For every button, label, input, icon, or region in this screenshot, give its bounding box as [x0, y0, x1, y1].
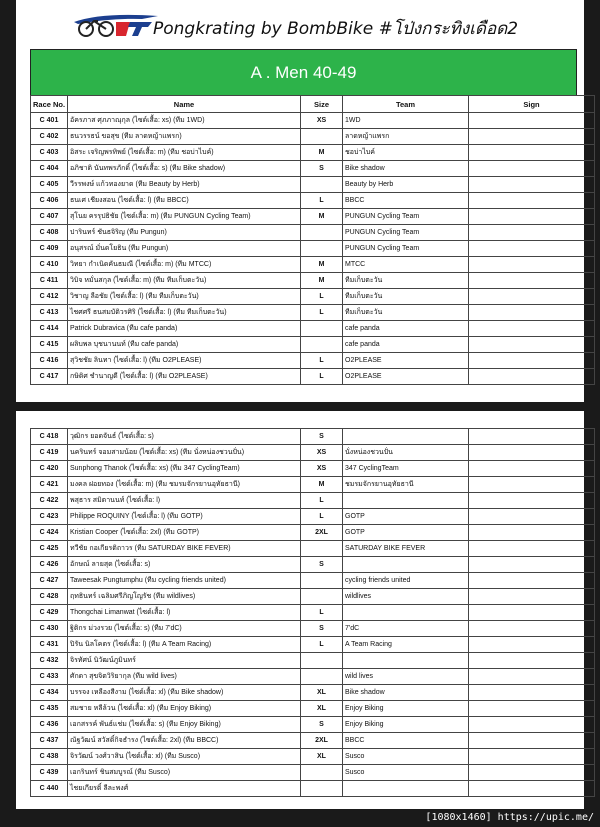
col-sign: Sign: [469, 96, 595, 113]
race-no-cell: C 404: [31, 161, 68, 177]
table-row: [31, 145, 595, 161]
size-cell: XL: [301, 749, 343, 765]
race-no-cell: C 436: [31, 717, 68, 733]
sign-cell: [469, 177, 595, 193]
race-no-cell: C 406: [31, 193, 68, 209]
sign-cell: [469, 353, 595, 369]
name-cell: ผลิบพล บุชนานนท์ (ทีม cafe panda): [68, 337, 301, 353]
team-cell: [343, 429, 469, 445]
size-cell: M: [301, 209, 343, 225]
size-cell: M: [301, 257, 343, 273]
table-row: [31, 637, 595, 653]
sign-cell: [469, 289, 595, 305]
name-cell: วิบิจ หมั่นสกุล (ไซด์เสื้อ: m) (ทีม ทีมเก็บตะวัน): [68, 273, 301, 289]
sign-cell: [469, 193, 595, 209]
sign-cell: [469, 145, 595, 161]
name-cell: ศักดา สุขจิตวิริยากุล (ทีม wild lives): [68, 669, 301, 685]
sign-cell: [469, 241, 595, 257]
size-cell: [301, 177, 343, 193]
table-row: [31, 525, 595, 541]
size-cell: [301, 337, 343, 353]
team-cell: Susco: [343, 765, 469, 781]
team-cell: O2PLEASE: [343, 369, 469, 385]
team-cell: [343, 493, 469, 509]
size-cell: XS: [301, 461, 343, 477]
team-cell: ทีมเก็บตะวัน: [343, 305, 469, 321]
team-cell: cafe panda: [343, 321, 469, 337]
race-no-cell: C 429: [31, 605, 68, 621]
table-row: [31, 241, 595, 257]
sign-cell: [469, 113, 595, 129]
name-cell: Taweesak Pungtumphu (ทีม cycling friends united): [68, 573, 301, 589]
size-cell: [301, 541, 343, 557]
team-cell: GOTP: [343, 525, 469, 541]
sign-cell: [469, 445, 595, 461]
team-cell: Beauty by Herb: [343, 177, 469, 193]
team-cell: ทีมเก็บตะวัน: [343, 289, 469, 305]
race-no-cell: C 428: [31, 589, 68, 605]
size-cell: [301, 653, 343, 669]
col-team: Team: [343, 96, 469, 113]
name-cell: บรรจง เหลืองสีงาม (ไซด์เสื้อ: xl) (ทีม Bike shadow): [68, 685, 301, 701]
size-cell: M: [301, 477, 343, 493]
sign-cell: [469, 749, 595, 765]
sign-cell: [469, 305, 595, 321]
sign-cell: [469, 161, 595, 177]
name-cell: วิทยา กำเนิดคันธมณี (ไซด์เสื้อ: m) (ทีม MTCC): [68, 257, 301, 273]
name-cell: วิชาญ ลือชัย (ไซด์เสื้อ: l) (ทีม ทีมเก็บตะวัน): [68, 289, 301, 305]
race-no-cell: C 421: [31, 477, 68, 493]
table-row: [31, 541, 595, 557]
name-cell: ปิรัน นิลโคตร (ไซด์เสื้อ: l) (ทีม A Team Racing): [68, 637, 301, 653]
name-cell: เอกรินทร์ ชินสมบูรณ์ (ทีม Susco): [68, 765, 301, 781]
table-row: [31, 493, 595, 509]
name-cell: ฤทธินทร์ เฉลิมศรีภิญโญรัช (ทีม wildlives): [68, 589, 301, 605]
sign-cell: [469, 653, 595, 669]
table-row: [31, 289, 595, 305]
size-cell: L: [301, 193, 343, 209]
table-row: [31, 177, 595, 193]
size-cell: L: [301, 369, 343, 385]
race-no-cell: C 414: [31, 321, 68, 337]
size-cell: [301, 765, 343, 781]
size-cell: XS: [301, 113, 343, 129]
size-cell: L: [301, 353, 343, 369]
team-cell: A Team Racing: [343, 637, 469, 653]
team-cell: ชมรมจักรยานอุทัยธานี: [343, 477, 469, 493]
size-cell: XS: [301, 445, 343, 461]
name-cell: นครินทร์ จอมสามน้อย (ไซด์เสื้อ: xs) (ทีม นั่งหน่องชวนปั่น): [68, 445, 301, 461]
race-no-cell: C 412: [31, 289, 68, 305]
name-cell: อักษณ์ ลายสุด (ไซด์เสื้อ: s): [68, 557, 301, 573]
size-cell: [301, 669, 343, 685]
name-cell: อัครภาส ศุภภาณุกุล (ไซด์เสื้อ: xs) (ทีม 1WD): [68, 113, 301, 129]
race-no-cell: C 410: [31, 257, 68, 273]
race-no-cell: C 438: [31, 749, 68, 765]
size-cell: M: [301, 273, 343, 289]
size-cell: [301, 573, 343, 589]
table-row: [31, 781, 595, 797]
table-row: [31, 225, 595, 241]
sign-cell: [469, 701, 595, 717]
sign-cell: [469, 605, 595, 621]
size-cell: M: [301, 145, 343, 161]
sign-cell: [469, 321, 595, 337]
name-cell: มงคล ฝอยทอง (ไซด์เสื้อ: m) (ทีม ชมรมจักรยานอุทัยธานี): [68, 477, 301, 493]
sign-cell: [469, 573, 595, 589]
table-row: [31, 193, 595, 209]
team-cell: BBCC: [343, 733, 469, 749]
name-cell: จิรวัฒน์ วงศ์วาสิน (ไซด์เสื้อ: xl) (ทีม Susco): [68, 749, 301, 765]
race-no-cell: C 433: [31, 669, 68, 685]
col-race-no: Race No.: [31, 96, 68, 113]
sign-cell: [469, 209, 595, 225]
roster-table-1: [30, 95, 595, 385]
name-cell: เอกสรรค์ พันธ์แช่ม (ไซด์เสื้อ: s) (ทีม Enjoy Biking): [68, 717, 301, 733]
sign-cell: [469, 273, 595, 289]
table-row: [31, 557, 595, 573]
size-cell: L: [301, 289, 343, 305]
table-row: [31, 477, 595, 493]
team-cell: O2PLEASE: [343, 353, 469, 369]
race-no-cell: C 416: [31, 353, 68, 369]
name-cell: จิรทัศน์ นิวัฒน์ภูมินทร์: [68, 653, 301, 669]
race-no-cell: C 423: [31, 509, 68, 525]
table-row: [31, 621, 595, 637]
name-cell: ทวีชัย กอเกียรติถาวร (ทีม SATURDAY BIKE FEVER): [68, 541, 301, 557]
race-no-cell: C 408: [31, 225, 68, 241]
size-cell: S: [301, 161, 343, 177]
name-cell: สุโนย ครรุปธิชัย (ไซด์เสื้อ: m) (ทีม PUNGUN Cycling Team): [68, 209, 301, 225]
sign-cell: [469, 733, 595, 749]
sign-cell: [469, 589, 595, 605]
bike-racing-logo-icon: [72, 12, 160, 38]
sign-cell: [469, 337, 595, 353]
table-row: [31, 765, 595, 781]
sign-cell: [469, 225, 595, 241]
race-no-cell: C 409: [31, 241, 68, 257]
category-banner: A . Men 40-49: [30, 49, 577, 96]
team-cell: [343, 781, 469, 797]
size-cell: S: [301, 717, 343, 733]
sign-cell: [469, 129, 595, 145]
race-no-cell: C 439: [31, 765, 68, 781]
team-cell: wild lives: [343, 669, 469, 685]
table-row: [31, 353, 595, 369]
team-cell: GOTP: [343, 509, 469, 525]
sheet-page-2: [16, 411, 584, 809]
sign-cell: [469, 669, 595, 685]
race-no-cell: C 425: [31, 541, 68, 557]
name-cell: Philippe ROQUINY (ไซด์เสื้อ: l) (ทีม GOTP): [68, 509, 301, 525]
table-row: [31, 209, 595, 225]
size-cell: L: [301, 493, 343, 509]
sign-cell: [469, 369, 595, 385]
size-cell: S: [301, 557, 343, 573]
name-cell: ไชยเกียรติ์ ลีละพงศ์: [68, 781, 301, 797]
roster-table-2: [30, 428, 595, 797]
name-cell: ธนเศ เชียงสอน (ไซด์เสื้อ: l) (ทีม BBCC): [68, 193, 301, 209]
race-no-cell: C 430: [31, 621, 68, 637]
team-cell: Susco: [343, 749, 469, 765]
table-row: [31, 129, 595, 145]
size-cell: S: [301, 621, 343, 637]
race-no-cell: C 427: [31, 573, 68, 589]
race-no-cell: C 413: [31, 305, 68, 321]
sign-cell: [469, 429, 595, 445]
name-cell: Sunphong Thanok (ไซด์เสื้อ: xs) (ทีม 347 CyclingTeam): [68, 461, 301, 477]
team-cell: 7'dC: [343, 621, 469, 637]
team-cell: BBCC: [343, 193, 469, 209]
table-row: [31, 305, 595, 321]
name-cell: วีรรพงษ์ แก้วทองยาด (ทีม Beauty by Herb): [68, 177, 301, 193]
size-cell: L: [301, 637, 343, 653]
sign-cell: [469, 637, 595, 653]
race-no-cell: C 426: [31, 557, 68, 573]
name-cell: วุฒิกร ยอดจันธ์ (ไซด์เสื้อ: s): [68, 429, 301, 445]
team-cell: wildlives: [343, 589, 469, 605]
race-no-cell: C 405: [31, 177, 68, 193]
team-cell: ลาดหญ้าแพรก: [343, 129, 469, 145]
name-cell: กษิดิศ ชำนาญดี (ไซด์เสื้อ: l) (ทีม O2PLEASE): [68, 369, 301, 385]
name-cell: Kristian Cooper (ไซด์เสื้อ: 2xl) (ทีม GOTP): [68, 525, 301, 541]
table-row: [31, 461, 595, 477]
sign-cell: [469, 541, 595, 557]
table-row: [31, 337, 595, 353]
table-row: [31, 605, 595, 621]
name-cell: พสุธาร สมิตานนท์ (ไซด์เสื้อ: l): [68, 493, 301, 509]
name-cell: อิสระ เจริญพรทิพย์ (ไซด์เสื้อ: m) (ทีม ชอบ่าไบค์): [68, 145, 301, 161]
team-cell: [343, 605, 469, 621]
race-no-cell: C 440: [31, 781, 68, 797]
race-no-cell: C 415: [31, 337, 68, 353]
name-cell: Thongchai Limanwat (ไซด์เสื้อ: l): [68, 605, 301, 621]
team-cell: ทีมเก็บตะวัน: [343, 273, 469, 289]
team-cell: Enjoy Biking: [343, 717, 469, 733]
name-cell: Patrick Dubravica (ทีม cafe panda): [68, 321, 301, 337]
table-row: [31, 321, 595, 337]
size-cell: 2XL: [301, 733, 343, 749]
table-row: [31, 369, 595, 385]
name-cell: ฐิติกร ม่วงรวย (ไซด์เสื้อ: s) (ทีม 7'dC): [68, 621, 301, 637]
header: [16, 8, 584, 46]
sign-cell: [469, 509, 595, 525]
size-cell: [301, 225, 343, 241]
table-row: [31, 161, 595, 177]
sign-cell: [469, 781, 595, 797]
race-no-cell: C 435: [31, 701, 68, 717]
sign-cell: [469, 717, 595, 733]
table-row: [31, 749, 595, 765]
race-no-cell: C 402: [31, 129, 68, 145]
table-row: [31, 257, 595, 273]
page-title: Pongkrating by BombBike #โป่งกระทิงเดือด2: [153, 19, 519, 39]
team-cell: Bike shadow: [343, 161, 469, 177]
table-row: [31, 445, 595, 461]
race-no-cell: C 407: [31, 209, 68, 225]
name-cell: ปารินทร์ ชันธจิริญ (ทีม Pungun): [68, 225, 301, 241]
team-cell: PUNGUN Cycling Team: [343, 209, 469, 225]
table-row: [31, 701, 595, 717]
sign-cell: [469, 557, 595, 573]
sign-cell: [469, 621, 595, 637]
size-cell: L: [301, 509, 343, 525]
table-header-row: [31, 96, 595, 113]
size-cell: XL: [301, 701, 343, 717]
size-cell: L: [301, 305, 343, 321]
team-cell: PUNGUN Cycling Team: [343, 241, 469, 257]
team-cell: ชอบ่าไบค์: [343, 145, 469, 161]
sign-cell: [469, 685, 595, 701]
name-cell: ธนวรรธน์ ขอสุข (ทีม ลาดหญ้าแพรก): [68, 129, 301, 145]
race-no-cell: C 419: [31, 445, 68, 461]
name-cell: ณัฐวัฒน์ สวัสดิ์กิจธำรง (ไซด์เสื้อ: 2xl) (ทีม BBCC): [68, 733, 301, 749]
table-row: [31, 273, 595, 289]
table-row: [31, 733, 595, 749]
table-row: [31, 113, 595, 129]
name-cell: สุวิชชัย ลินทา (ไซด์เสื้อ: l) (ทีม O2PLEASE): [68, 353, 301, 369]
name-cell: สมชาย หลีล้วน (ไซด์เสื้อ: xl) (ทีม Enjoy Biking): [68, 701, 301, 717]
size-cell: [301, 129, 343, 145]
name-cell: อนุสรณ์ มั่นดโยธิน (ทีม Pungun): [68, 241, 301, 257]
race-no-cell: C 420: [31, 461, 68, 477]
sign-cell: [469, 525, 595, 541]
race-no-cell: C 432: [31, 653, 68, 669]
name-cell: อภิชาติ นันทพรภักดิ์ (ไซด์เสื้อ: s) (ทีม Bike shadow): [68, 161, 301, 177]
team-cell: [343, 557, 469, 573]
race-no-cell: C 401: [31, 113, 68, 129]
col-size: Size: [301, 96, 343, 113]
sign-cell: [469, 765, 595, 781]
table-row: [31, 589, 595, 605]
team-cell: Bike shadow: [343, 685, 469, 701]
race-no-cell: C 424: [31, 525, 68, 541]
race-no-cell: C 422: [31, 493, 68, 509]
team-cell: 347 CyclingTeam: [343, 461, 469, 477]
roster-body-2: [31, 429, 595, 797]
race-no-cell: C 411: [31, 273, 68, 289]
race-no-cell: C 437: [31, 733, 68, 749]
race-no-cell: C 417: [31, 369, 68, 385]
table-row: [31, 653, 595, 669]
race-no-cell: C 431: [31, 637, 68, 653]
sign-cell: [469, 257, 595, 273]
size-cell: 2XL: [301, 525, 343, 541]
size-cell: S: [301, 429, 343, 445]
sign-cell: [469, 493, 595, 509]
team-cell: Enjoy Biking: [343, 701, 469, 717]
table-row: [31, 685, 595, 701]
team-cell: [343, 653, 469, 669]
team-cell: SATURDAY BIKE FEVER: [343, 541, 469, 557]
team-cell: PUNGUN Cycling Team: [343, 225, 469, 241]
race-no-cell: C 418: [31, 429, 68, 445]
sign-cell: [469, 461, 595, 477]
name-cell: ไชศศรี ธนสมบัติวรศิริ (ไซด์เสื้อ: l) (ทีม ทีมเก็บตะวัน): [68, 305, 301, 321]
table-row: [31, 669, 595, 685]
table-row: [31, 573, 595, 589]
sign-cell: [469, 477, 595, 493]
size-cell: [301, 321, 343, 337]
sheet-page-1: [16, 0, 584, 402]
size-cell: [301, 589, 343, 605]
size-cell: [301, 781, 343, 797]
team-cell: MTCC: [343, 257, 469, 273]
team-cell: cycling friends united: [343, 573, 469, 589]
table-row: [31, 717, 595, 733]
team-cell: cafe panda: [343, 337, 469, 353]
table-row: [31, 429, 595, 445]
table-row: [31, 509, 595, 525]
watermark: [1080x1460] https://upic.me/: [425, 812, 594, 823]
race-no-cell: C 403: [31, 145, 68, 161]
team-cell: 1WD: [343, 113, 469, 129]
size-cell: [301, 241, 343, 257]
size-cell: L: [301, 605, 343, 621]
team-cell: นั่งหน่องชวนปั่น: [343, 445, 469, 461]
race-no-cell: C 434: [31, 685, 68, 701]
col-name: Name: [68, 96, 301, 113]
size-cell: XL: [301, 685, 343, 701]
roster-body-1: [31, 113, 595, 385]
